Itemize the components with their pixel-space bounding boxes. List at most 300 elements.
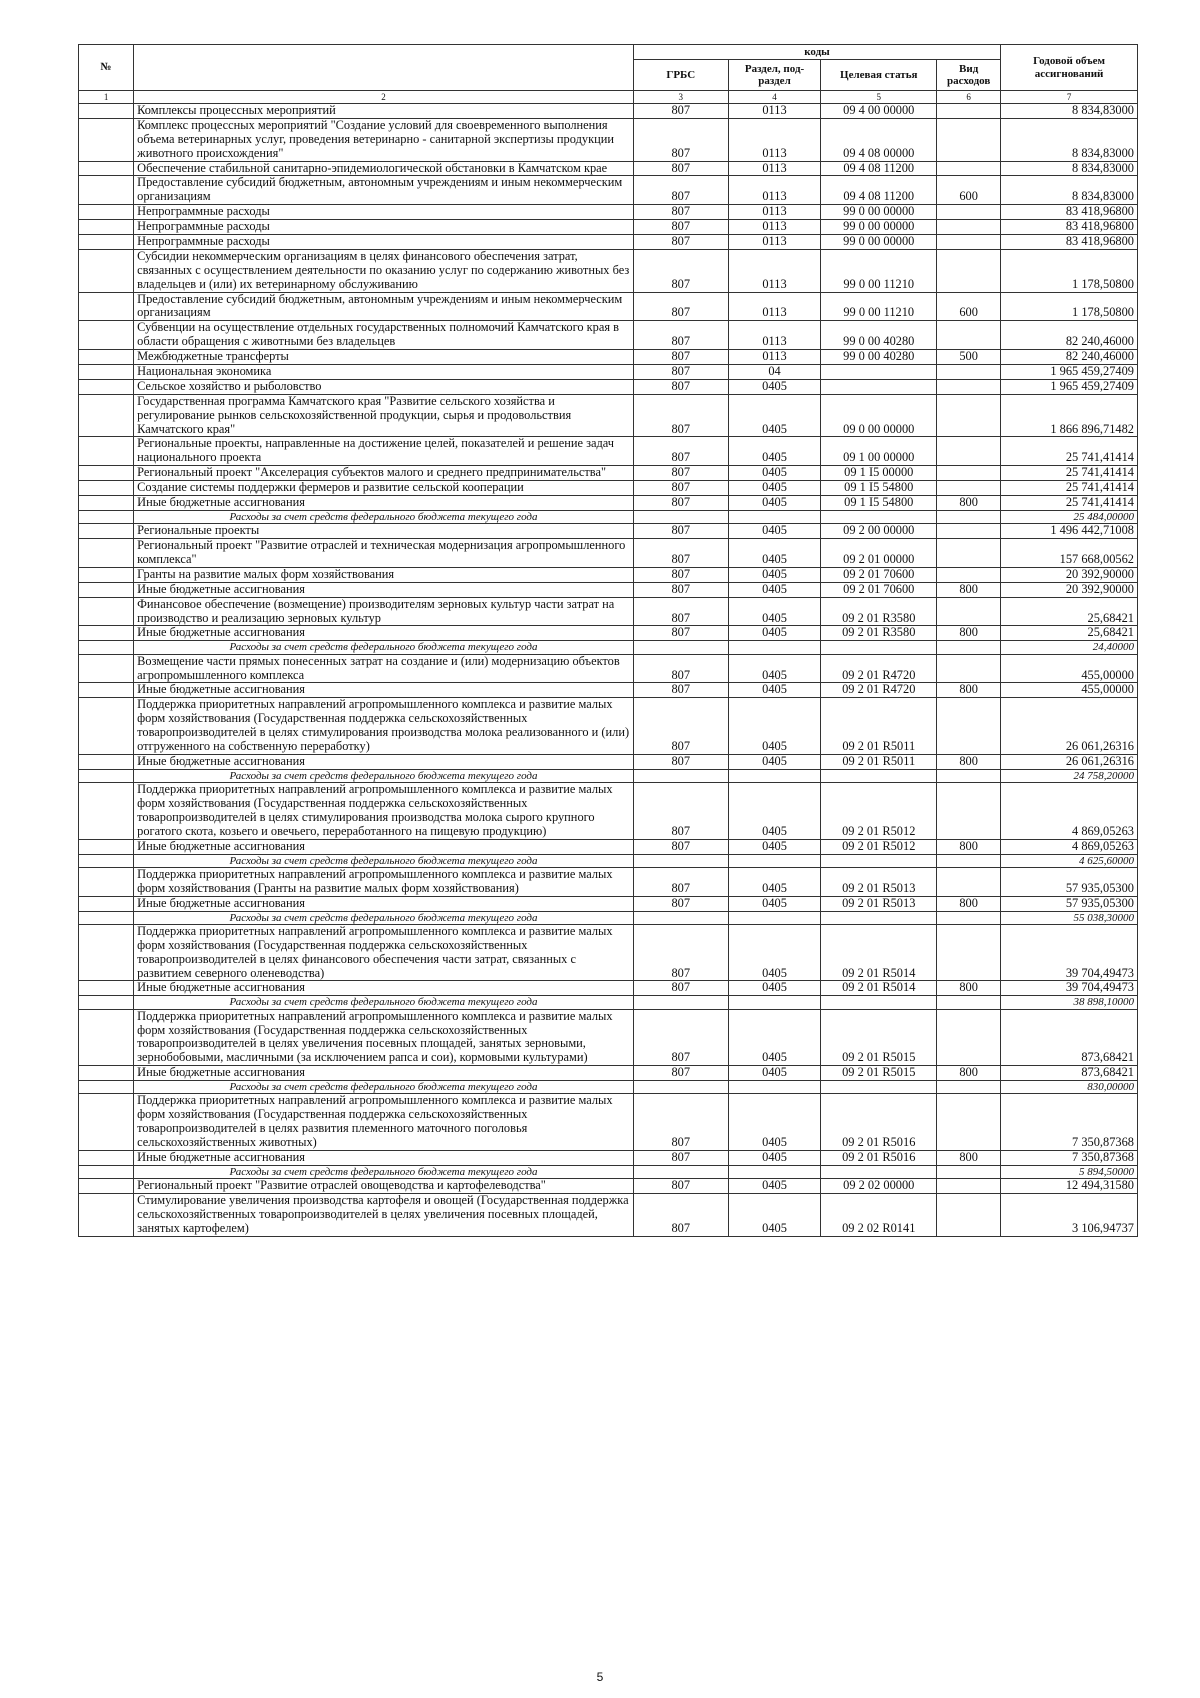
row-vid-cell — [937, 321, 1001, 350]
row-name-cell: Стимулирование увеличения производства картофеля и овощей (Государственная поддержка сельскохозяйственных товаропроизводителей в целях увеличения посевных площадей, занятых картофелем) — [134, 1194, 634, 1237]
row-grbs-cell: 807 — [633, 249, 728, 292]
row-amount-cell: 830,00000 — [1001, 1081, 1138, 1094]
table-row — [79, 626, 1138, 641]
row-no-cell — [79, 839, 134, 854]
table-row — [79, 394, 1138, 437]
row-no-cell — [79, 1150, 134, 1165]
header-amount: Годовой объем ассигнований — [1001, 45, 1138, 91]
row-article-cell: 09 2 01 R4720 — [821, 683, 937, 698]
row-name-cell: Межбюджетные трансферты — [134, 350, 634, 365]
table-row — [79, 118, 1138, 161]
row-vid-cell: 800 — [937, 1150, 1001, 1165]
row-article-cell: 09 2 01 R5013 — [821, 896, 937, 911]
row-name-cell: Непрограммные расходы — [134, 205, 634, 220]
row-no-cell — [79, 567, 134, 582]
row-section-cell: 0113 — [728, 350, 821, 365]
row-amount-cell: 8 834,83000 — [1001, 118, 1138, 161]
row-article-cell — [821, 1165, 937, 1178]
row-name-cell: Региональный проект "Акселерация субъектов малого и среднего предпринимательства" — [134, 466, 634, 481]
row-amount-cell: 82 240,46000 — [1001, 350, 1138, 365]
row-article-cell: 09 2 01 R5016 — [821, 1150, 937, 1165]
header-section: Раздел, под-раздел — [728, 60, 821, 91]
row-name-cell: Иные бюджетные ассигнования — [134, 896, 634, 911]
row-amount-cell: 26 061,26316 — [1001, 698, 1138, 755]
row-amount-cell: 39 704,49473 — [1001, 981, 1138, 996]
row-no-cell — [79, 1179, 134, 1194]
row-no-cell — [79, 1165, 134, 1178]
row-section-cell: 0405 — [728, 379, 821, 394]
row-no-cell — [79, 911, 134, 924]
row-section-cell: 0405 — [728, 683, 821, 698]
row-no-cell — [79, 641, 134, 654]
row-name-cell: Иные бюджетные ассигнования — [134, 754, 634, 769]
row-section-cell: 0113 — [728, 249, 821, 292]
row-article-cell: 09 2 01 R5013 — [821, 867, 937, 896]
row-name-cell: Финансовое обеспечение (возмещение) производителям зерновых культур части затрат на производство и реализацию зерновых культур — [134, 597, 634, 626]
table-row — [79, 481, 1138, 496]
row-vid-cell — [937, 1009, 1001, 1066]
row-article-cell: 09 2 01 R3580 — [821, 597, 937, 626]
row-section-cell: 0113 — [728, 176, 821, 205]
row-article-cell: 09 1 I5 54800 — [821, 496, 937, 511]
row-no-cell — [79, 510, 134, 523]
row-grbs-cell: 807 — [633, 1150, 728, 1165]
row-grbs-cell — [633, 1165, 728, 1178]
row-name-cell: Иные бюджетные ассигнования — [134, 981, 634, 996]
table-row — [79, 104, 1138, 119]
row-article-cell: 09 2 00 00000 — [821, 524, 937, 539]
row-article-cell — [821, 1081, 937, 1094]
row-name-cell: Комплекс процессных мероприятий "Создание условий для своевременного выполнения объема ветеринарных услуг, проведения ветеринарно - санитарной экспертизы продукции животного происхождения" — [134, 118, 634, 161]
col-num-5: 5 — [821, 91, 937, 104]
row-article-cell: 09 2 01 R5014 — [821, 981, 937, 996]
col-num-4: 4 — [728, 91, 821, 104]
row-grbs-cell: 807 — [633, 867, 728, 896]
table-row — [79, 924, 1138, 981]
row-amount-cell: 25 741,41414 — [1001, 481, 1138, 496]
row-article-cell: 09 2 01 R5016 — [821, 1094, 937, 1151]
row-vid-cell — [937, 437, 1001, 466]
row-amount-cell: 3 106,94737 — [1001, 1194, 1138, 1237]
row-vid-cell — [937, 466, 1001, 481]
row-no-cell — [79, 896, 134, 911]
row-no-cell — [79, 350, 134, 365]
table-row — [79, 350, 1138, 365]
table-row — [79, 683, 1138, 698]
row-section-cell: 04 — [728, 365, 821, 380]
row-grbs-cell — [633, 996, 728, 1009]
row-vid-cell — [937, 911, 1001, 924]
table-row — [79, 754, 1138, 769]
row-article-cell: 09 2 01 70600 — [821, 582, 937, 597]
row-section-cell: 0113 — [728, 321, 821, 350]
row-name-cell: Сельское хозяйство и рыболовство — [134, 379, 634, 394]
row-name-cell: Национальная экономика — [134, 365, 634, 380]
row-article-cell — [821, 854, 937, 867]
row-name-cell: Иные бюджетные ассигнования — [134, 1066, 634, 1081]
table-row — [79, 981, 1138, 996]
row-grbs-cell: 807 — [633, 839, 728, 854]
federal-subtotal-row — [79, 1165, 1138, 1178]
row-grbs-cell: 807 — [633, 321, 728, 350]
row-amount-cell: 25 741,41414 — [1001, 496, 1138, 511]
row-grbs-cell: 807 — [633, 118, 728, 161]
row-no-cell — [79, 524, 134, 539]
row-vid-cell: 600 — [937, 292, 1001, 321]
row-vid-cell — [937, 379, 1001, 394]
row-name-cell: Поддержка приоритетных направлений агропромышленного комплекса и развитие малых форм хозяйствования (Государственная поддержка сельскохозяйственных товаропроизводителей в целях развития племенного маточного поголовья сельскохозяйственных животных) — [134, 1094, 634, 1151]
table-row — [79, 249, 1138, 292]
row-vid-cell — [937, 365, 1001, 380]
row-grbs-cell — [633, 769, 728, 782]
row-article-cell: 09 2 01 R3580 — [821, 626, 937, 641]
table-row — [79, 466, 1138, 481]
row-vid-cell — [937, 235, 1001, 250]
row-name-cell: Предоставление субсидий бюджетным, автономным учреждениям и иным некоммерческим организациям — [134, 176, 634, 205]
row-name-cell: Расходы за счет средств федерального бюджета текущего года — [134, 1165, 634, 1178]
row-section-cell: 0405 — [728, 626, 821, 641]
row-vid-cell — [937, 1165, 1001, 1178]
table-row — [79, 839, 1138, 854]
table-row — [79, 321, 1138, 350]
row-article-cell: 09 2 01 R5011 — [821, 698, 937, 755]
row-article-cell: 09 0 00 00000 — [821, 394, 937, 437]
row-name-cell: Расходы за счет средств федерального бюджета текущего года — [134, 641, 634, 654]
row-section-cell: 0405 — [728, 924, 821, 981]
row-amount-cell: 82 240,46000 — [1001, 321, 1138, 350]
col-num-7: 7 — [1001, 91, 1138, 104]
row-no-cell — [79, 292, 134, 321]
budget-table — [78, 44, 1138, 1237]
row-amount-cell: 1 965 459,27409 — [1001, 365, 1138, 380]
row-section-cell — [728, 769, 821, 782]
row-section-cell: 0405 — [728, 981, 821, 996]
row-no-cell — [79, 1009, 134, 1066]
row-grbs-cell: 807 — [633, 235, 728, 250]
row-grbs-cell: 807 — [633, 1009, 728, 1066]
row-name-cell: Поддержка приоритетных направлений агропромышленного комплекса и развитие малых форм хозяйствования (Государственная поддержка сельскохозяйственных товаропроизводителей в целях стимулирования производства молока сырого крупного рогатого скота, козьего и овечьего, переработанного на пищевую продукцию) — [134, 783, 634, 840]
row-vid-cell — [937, 1179, 1001, 1194]
row-article-cell: 09 2 02 00000 — [821, 1179, 937, 1194]
row-vid-cell — [937, 249, 1001, 292]
table-row — [79, 365, 1138, 380]
row-no-cell — [79, 996, 134, 1009]
row-section-cell: 0113 — [728, 292, 821, 321]
row-vid-cell: 800 — [937, 981, 1001, 996]
row-name-cell: Иные бюджетные ассигнования — [134, 1150, 634, 1165]
table-row — [79, 867, 1138, 896]
row-no-cell — [79, 1081, 134, 1094]
row-grbs-cell: 807 — [633, 466, 728, 481]
row-vid-cell — [937, 220, 1001, 235]
header-numbers-row — [79, 91, 1138, 104]
table-body — [79, 104, 1138, 1237]
row-article-cell: 09 4 08 11200 — [821, 176, 937, 205]
row-section-cell: 0405 — [728, 1194, 821, 1237]
table-row — [79, 582, 1138, 597]
row-vid-cell — [937, 924, 1001, 981]
row-article-cell: 09 2 02 R0141 — [821, 1194, 937, 1237]
row-article-cell: 09 2 01 R5014 — [821, 924, 937, 981]
row-grbs-cell: 807 — [633, 496, 728, 511]
row-amount-cell: 455,00000 — [1001, 654, 1138, 683]
row-section-cell: 0405 — [728, 597, 821, 626]
row-section-cell: 0405 — [728, 539, 821, 568]
row-amount-cell: 8 834,83000 — [1001, 176, 1138, 205]
table-row — [79, 783, 1138, 840]
row-article-cell — [821, 510, 937, 523]
row-vid-cell — [937, 769, 1001, 782]
row-amount-cell: 55 038,30000 — [1001, 911, 1138, 924]
row-amount-cell: 7 350,87368 — [1001, 1150, 1138, 1165]
table-row — [79, 1150, 1138, 1165]
row-vid-cell — [937, 1081, 1001, 1094]
row-section-cell: 0405 — [728, 1009, 821, 1066]
row-grbs-cell: 807 — [633, 1094, 728, 1151]
row-vid-cell — [937, 510, 1001, 523]
row-name-cell: Поддержка приоритетных направлений агропромышленного комплекса и развитие малых форм хозяйствования (Гранты на развитие малых форм хозяйствования) — [134, 867, 634, 896]
federal-subtotal-row — [79, 510, 1138, 523]
row-amount-cell: 1 178,50800 — [1001, 249, 1138, 292]
row-no-cell — [79, 249, 134, 292]
row-amount-cell: 20 392,90000 — [1001, 567, 1138, 582]
row-grbs-cell: 807 — [633, 626, 728, 641]
row-grbs-cell: 807 — [633, 567, 728, 582]
row-vid-cell — [937, 854, 1001, 867]
row-vid-cell: 800 — [937, 839, 1001, 854]
row-amount-cell: 12 494,31580 — [1001, 1179, 1138, 1194]
row-name-cell: Поддержка приоритетных направлений агропромышленного комплекса и развитие малых форм хозяйствования (Государственная поддержка сельскохозяйственных товаропроизводителей в целях финансового обеспечения части затрат, связанных с развитием северного оленеводства) — [134, 924, 634, 981]
row-article-cell: 09 2 01 70600 — [821, 567, 937, 582]
row-section-cell: 0405 — [728, 867, 821, 896]
row-section-cell: 0405 — [728, 524, 821, 539]
row-article-cell: 99 0 00 40280 — [821, 350, 937, 365]
table-row — [79, 161, 1138, 176]
row-no-cell — [79, 626, 134, 641]
row-article-cell — [821, 996, 937, 1009]
row-no-cell — [79, 104, 134, 119]
row-vid-cell — [937, 394, 1001, 437]
row-name-cell: Иные бюджетные ассигнования — [134, 839, 634, 854]
row-section-cell: 0405 — [728, 783, 821, 840]
row-grbs-cell: 807 — [633, 176, 728, 205]
row-name-cell: Иные бюджетные ассигнования — [134, 626, 634, 641]
row-grbs-cell: 807 — [633, 597, 728, 626]
row-grbs-cell: 807 — [633, 1194, 728, 1237]
row-article-cell: 99 0 00 11210 — [821, 249, 937, 292]
row-grbs-cell: 807 — [633, 1066, 728, 1081]
row-name-cell: Комплексы процессных мероприятий — [134, 104, 634, 119]
header-grbs: ГРБС — [633, 60, 728, 91]
row-vid-cell: 500 — [937, 350, 1001, 365]
row-grbs-cell — [633, 641, 728, 654]
row-no-cell — [79, 783, 134, 840]
row-no-cell — [79, 235, 134, 250]
row-vid-cell — [937, 524, 1001, 539]
row-article-cell: 09 1 I5 00000 — [821, 466, 937, 481]
row-vid-cell: 800 — [937, 754, 1001, 769]
row-vid-cell — [937, 118, 1001, 161]
col-num-2: 2 — [134, 91, 634, 104]
header-article: Целевая статья — [821, 60, 937, 91]
row-section-cell: 0405 — [728, 437, 821, 466]
row-no-cell — [79, 698, 134, 755]
table-row — [79, 524, 1138, 539]
row-amount-cell: 4 869,05263 — [1001, 839, 1138, 854]
table-row — [79, 1179, 1138, 1194]
row-article-cell: 99 0 00 11210 — [821, 292, 937, 321]
row-no-cell — [79, 161, 134, 176]
row-grbs-cell: 807 — [633, 783, 728, 840]
row-no-cell — [79, 654, 134, 683]
row-name-cell: Расходы за счет средств федерального бюджета текущего года — [134, 1081, 634, 1094]
row-no-cell — [79, 1066, 134, 1081]
budget-sheet — [78, 44, 1138, 1237]
row-name-cell: Расходы за счет средств федерального бюджета текущего года — [134, 769, 634, 782]
row-no-cell — [79, 854, 134, 867]
row-amount-cell: 39 704,49473 — [1001, 924, 1138, 981]
row-vid-cell: 800 — [937, 582, 1001, 597]
row-vid-cell — [937, 698, 1001, 755]
row-amount-cell: 83 418,96800 — [1001, 205, 1138, 220]
table-row — [79, 205, 1138, 220]
row-no-cell — [79, 365, 134, 380]
federal-subtotal-row — [79, 641, 1138, 654]
row-name-cell: Расходы за счет средств федерального бюджета текущего года — [134, 510, 634, 523]
row-no-cell — [79, 481, 134, 496]
row-no-cell — [79, 118, 134, 161]
row-section-cell: 0405 — [728, 496, 821, 511]
row-grbs-cell: 807 — [633, 292, 728, 321]
row-name-cell: Поддержка приоритетных направлений агропромышленного комплекса и развитие малых форм хозяйствования (Государственная поддержка сельскохозяйственных товаропроизводителей в целях увеличения посевных площадей, занятых зерновыми, зернобобовыми, масличными (за исключением рапса и сои), кормовыми культурами) — [134, 1009, 634, 1066]
row-no-cell — [79, 683, 134, 698]
row-vid-cell: 800 — [937, 496, 1001, 511]
row-name-cell: Субвенции на осуществление отдельных государственных полномочий Камчатского края в области обращения с животными без владельцев — [134, 321, 634, 350]
row-grbs-cell: 807 — [633, 539, 728, 568]
table-row — [79, 567, 1138, 582]
row-grbs-cell: 807 — [633, 896, 728, 911]
row-article-cell: 09 4 00 00000 — [821, 104, 937, 119]
row-section-cell: 0113 — [728, 161, 821, 176]
row-vid-cell — [937, 654, 1001, 683]
row-amount-cell: 8 834,83000 — [1001, 104, 1138, 119]
row-grbs-cell: 807 — [633, 394, 728, 437]
row-amount-cell: 20 392,90000 — [1001, 582, 1138, 597]
row-amount-cell: 1 866 896,71482 — [1001, 394, 1138, 437]
row-amount-cell: 873,68421 — [1001, 1066, 1138, 1081]
row-amount-cell: 5 894,50000 — [1001, 1165, 1138, 1178]
row-section-cell: 0405 — [728, 654, 821, 683]
row-amount-cell: 7 350,87368 — [1001, 1094, 1138, 1151]
row-name-cell: Региональные проекты — [134, 524, 634, 539]
table-row — [79, 539, 1138, 568]
row-section-cell: 0405 — [728, 698, 821, 755]
header-vid: Вид расходов — [937, 60, 1001, 91]
row-section-cell: 0405 — [728, 567, 821, 582]
table-row — [79, 292, 1138, 321]
row-name-cell: Расходы за счет средств федерального бюджета текущего года — [134, 996, 634, 1009]
row-name-cell: Субсидии некоммерческим организациям в целях финансового обеспечения затрат, связанных с осуществлением деятельности по оказанию услуг по содержанию животных без владельцев и (или) их ветеринарному обслуживанию — [134, 249, 634, 292]
row-amount-cell: 38 898,10000 — [1001, 996, 1138, 1009]
row-grbs-cell: 807 — [633, 161, 728, 176]
row-article-cell: 09 2 01 R5012 — [821, 839, 937, 854]
row-amount-cell: 1 496 442,71008 — [1001, 524, 1138, 539]
row-name-cell: Иные бюджетные ассигнования — [134, 683, 634, 698]
table-row — [79, 597, 1138, 626]
row-name-cell: Создание системы поддержки фермеров и развитие сельской кооперации — [134, 481, 634, 496]
row-amount-cell: 25,68421 — [1001, 626, 1138, 641]
row-article-cell: 09 2 01 R4720 — [821, 654, 937, 683]
row-article-cell: 09 2 01 R5015 — [821, 1009, 937, 1066]
row-grbs-cell: 807 — [633, 924, 728, 981]
row-grbs-cell: 807 — [633, 220, 728, 235]
row-article-cell: 99 0 00 40280 — [821, 321, 937, 350]
row-amount-cell: 455,00000 — [1001, 683, 1138, 698]
row-no-cell — [79, 867, 134, 896]
row-no-cell — [79, 379, 134, 394]
row-section-cell — [728, 1081, 821, 1094]
row-no-cell — [79, 754, 134, 769]
row-name-cell: Расходы за счет средств федерального бюджета текущего года — [134, 854, 634, 867]
federal-subtotal-row — [79, 854, 1138, 867]
row-amount-cell: 157 668,00562 — [1001, 539, 1138, 568]
table-row — [79, 235, 1138, 250]
row-vid-cell: 800 — [937, 626, 1001, 641]
row-amount-cell: 83 418,96800 — [1001, 220, 1138, 235]
row-article-cell: 99 0 00 00000 — [821, 205, 937, 220]
row-name-cell: Региональный проект "Развитие отраслей овощеводства и картофелеводства" — [134, 1179, 634, 1194]
row-article-cell — [821, 911, 937, 924]
row-amount-cell: 25,68421 — [1001, 597, 1138, 626]
row-amount-cell: 4 869,05263 — [1001, 783, 1138, 840]
row-name-cell: Государственная программа Камчатского края "Развитие сельского хозяйства и регулирование рынков сельскохозяйственной продукции, сырья и продовольствия Камчатского края" — [134, 394, 634, 437]
row-no-cell — [79, 539, 134, 568]
row-vid-cell — [937, 641, 1001, 654]
row-grbs-cell: 807 — [633, 205, 728, 220]
federal-subtotal-row — [79, 1081, 1138, 1094]
row-grbs-cell: 807 — [633, 981, 728, 996]
row-no-cell — [79, 220, 134, 235]
row-section-cell — [728, 1165, 821, 1178]
row-name-cell: Непрограммные расходы — [134, 220, 634, 235]
row-grbs-cell: 807 — [633, 754, 728, 769]
row-name-cell: Иные бюджетные ассигнования — [134, 496, 634, 511]
row-amount-cell: 57 935,05300 — [1001, 896, 1138, 911]
row-name-cell: Расходы за счет средств федерального бюджета текущего года — [134, 911, 634, 924]
federal-subtotal-row — [79, 769, 1138, 782]
row-section-cell — [728, 854, 821, 867]
row-grbs-cell: 807 — [633, 698, 728, 755]
row-section-cell — [728, 996, 821, 1009]
page-number: 5 — [596, 1670, 604, 1684]
row-name-cell: Предоставление субсидий бюджетным, автономным учреждениям и иным некоммерческим организациям — [134, 292, 634, 321]
row-grbs-cell — [633, 510, 728, 523]
row-section-cell: 0405 — [728, 1179, 821, 1194]
row-no-cell — [79, 205, 134, 220]
row-section-cell: 0405 — [728, 466, 821, 481]
row-grbs-cell: 807 — [633, 437, 728, 466]
col-num-6: 6 — [937, 91, 1001, 104]
row-no-cell — [79, 1094, 134, 1151]
row-amount-cell: 24,40000 — [1001, 641, 1138, 654]
row-vid-cell — [937, 481, 1001, 496]
row-grbs-cell: 807 — [633, 379, 728, 394]
row-amount-cell: 25 741,41414 — [1001, 466, 1138, 481]
row-no-cell — [79, 496, 134, 511]
row-section-cell — [728, 510, 821, 523]
row-article-cell: 09 1 00 00000 — [821, 437, 937, 466]
row-vid-cell: 800 — [937, 896, 1001, 911]
